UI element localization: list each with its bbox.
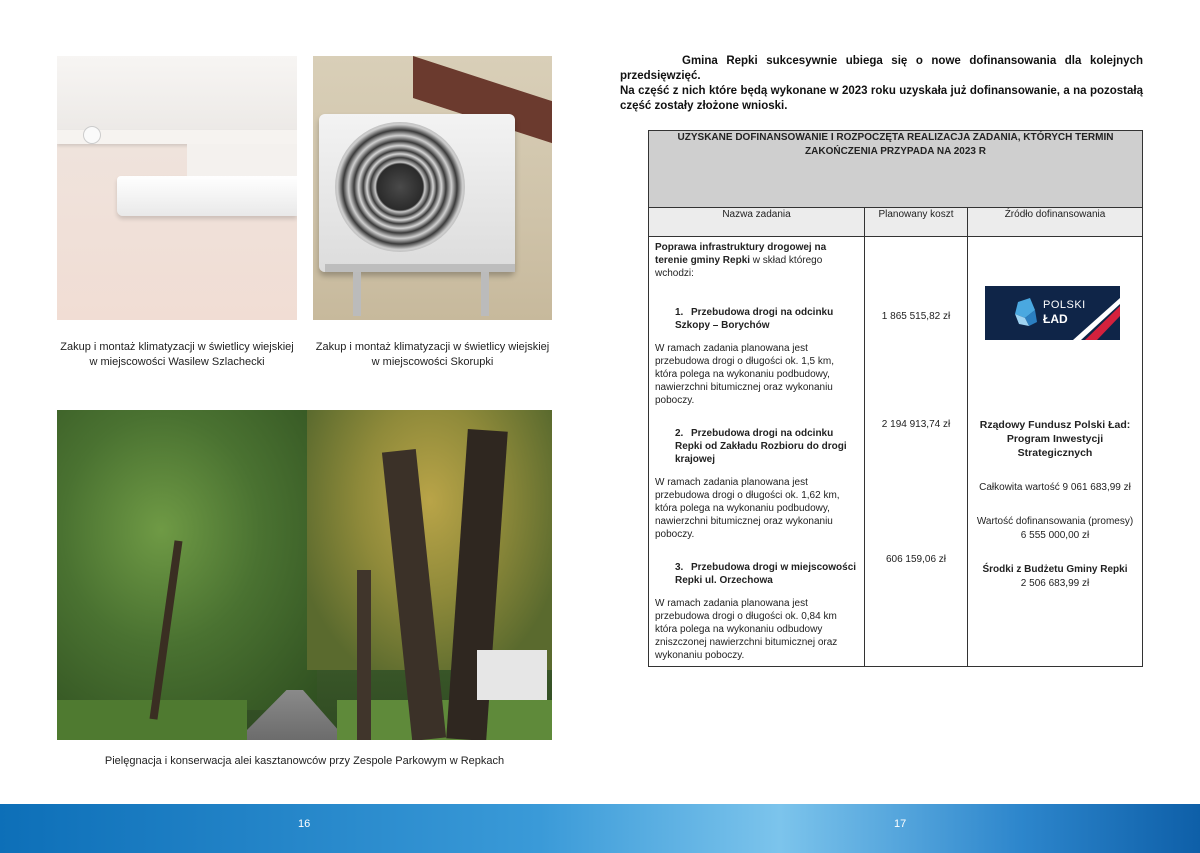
caption-ac-exterior: Zakup i montaż klimatyzacji w świetlicy wiejskiej w miejscowości Skorupki — [315, 341, 550, 368]
total-value: Całkowita wartość 9 061 683,99 zł — [979, 482, 1131, 493]
group-title-bold: Poprawa infrastruktury drogowej na terenie gminy Repki — [655, 242, 827, 266]
task-description: W ramach zadania planowana jest przebudowa drogi o długości ok. 1,5 km, która polega na wykonaniu podbudowy, nawierzchni bitumicznej oraz wykonaniu poboczy. — [655, 343, 834, 406]
logo-text-polski: POLSKI — [1043, 299, 1086, 311]
task-item — [655, 427, 858, 541]
costs-cell — [865, 237, 968, 667]
photo-ac-interior — [57, 56, 297, 320]
tasks-cell — [649, 237, 865, 667]
task-name: Przebudowa drogi w miejscowości Repki ul. Orzechowa — [675, 562, 857, 586]
page-number-left: 16 — [298, 818, 311, 830]
footer-bar — [0, 804, 1200, 853]
task-number: 3. — [675, 562, 684, 573]
budget-value: 2 506 683,99 zł — [1020, 578, 1090, 589]
grant-label: Wartość dofinansowania (promesy) — [976, 516, 1134, 527]
task-name: Przebudowa drogi na odcinku Szkopy – Borychów — [675, 307, 834, 331]
group-title — [655, 241, 858, 280]
task-item — [655, 561, 858, 662]
fund-name: Rządowy Fundusz Polski Ład: Program Inwestycji Strategicznych — [979, 419, 1131, 459]
intro-line-2: Na część z nich które będą wykonane w 2023 roku uzyskała już dofinansowanie, a na pozostałą część zostały złożone wnioski. — [620, 85, 1143, 112]
task-item — [655, 306, 858, 407]
col-header-task-name: Nazwa zadania — [649, 208, 865, 237]
task-number: 1. — [675, 307, 684, 318]
task-number: 2. — [675, 428, 684, 439]
funding-table — [648, 130, 1143, 667]
table-title: UZYSKANE DOFINANSOWANIE I ROZPOCZĘTA REALIZACJA ZADANIA, KTÓRYCH TERMIN ZAKOŃCZENIA PRZYPADA NA 2023 R — [649, 131, 1143, 208]
task-description: W ramach zadania planowana jest przebudowa drogi o długości ok. 1,62 km, która polega na wykonaniu podbudowy, nawierzchni bitumicznej oraz wykonaniu poboczy. — [655, 477, 840, 540]
cost-value: 606 159,06 zł — [885, 554, 947, 565]
budget-label: Środki z Budżetu Gminy Repki — [982, 564, 1128, 575]
col-header-planned-cost: Planowany koszt — [865, 208, 968, 237]
intro-paragraph — [620, 54, 1143, 114]
group-title-rest: w skład którego wchodzi: — [655, 255, 823, 279]
photo-chestnut-alley — [57, 410, 552, 740]
caption-ac-interior: Zakup i montaż klimatyzacji w świetlicy wiejskiej w miejscowości Wasilew Szlachecki — [60, 341, 294, 368]
page-number-right: 17 — [894, 818, 907, 830]
polski-lad-logo — [985, 286, 1120, 340]
logo-text-lad: ŁAD — [1043, 312, 1068, 326]
cost-value: 2 194 913,74 zł — [881, 419, 951, 430]
task-description: W ramach zadania planowana jest przebudowa drogi o długości ok. 0,84 km która polega na wykonaniu odbudowy zniszczonej nawierzchni bitumicznej oraz wykonaniu poboczy. — [655, 598, 838, 661]
task-name: Przebudowa drogi na odcinku Repki od Zakładu Rozbioru do drogi krajowej — [675, 428, 847, 465]
cost-value: 1 865 515,82 zł — [881, 311, 951, 322]
grant-value: 6 555 000,00 zł — [1020, 530, 1090, 541]
caption-chestnut-alley: Pielęgnacja i konserwacja alei kasztanowców przy Zespole Parkowym w Repkach — [104, 755, 505, 767]
photo-ac-exterior — [313, 56, 552, 320]
intro-line-1: Gmina Repki sukcesywnie ubiega się o nowe dofinansowania dla kolejnych przedsięwzięć. — [620, 55, 1143, 82]
col-header-funding-source: Źródło dofinansowania — [968, 208, 1143, 237]
